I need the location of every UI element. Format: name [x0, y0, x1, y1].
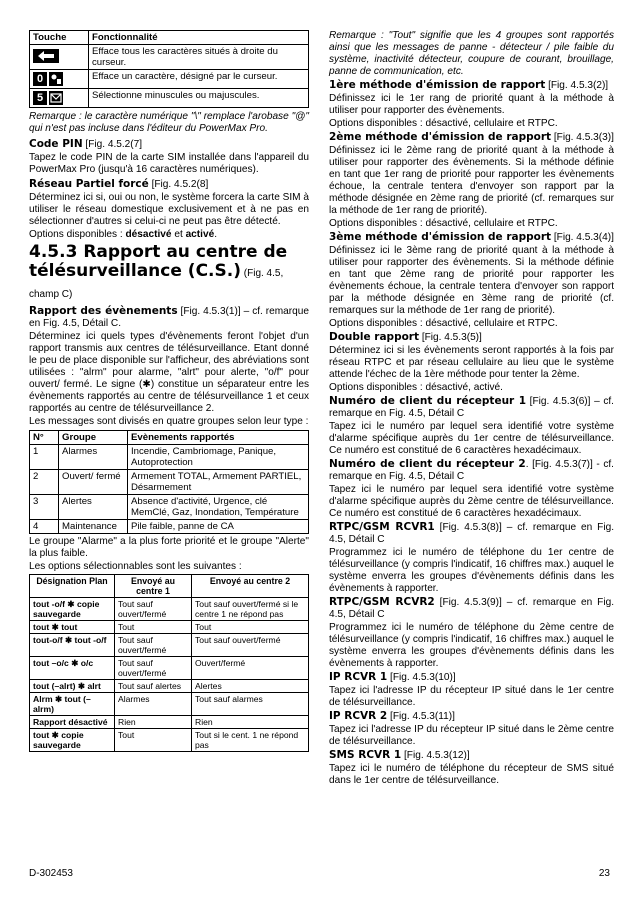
table-row: 1 Alarmes Incendie, Cambriomage, Panique, Autoprotection [30, 445, 309, 470]
options-header-plan: Désignation Plan [30, 575, 115, 598]
method1-text: Définissez ici le 1er rang de priorité quant à la méthode à utiliser pour rapporter des évènements. [329, 93, 614, 116]
right-column [329, 30, 614, 788]
num2-text: Tapez ici le numéro par lequel sera identifié votre système d'alarme spécifique auprès du 2ème centre de télésurveillance. Ce numéro est constitué de 6 caractères hexadécimaux. [329, 484, 614, 519]
reseau-options: Options disponibles : désactivé et activé. [29, 229, 217, 240]
num1-text: Tapez ici le numéro par lequel sera identifié votre système d'alarme spécifique auprès du 1er centre de télésurveillance. Ce numéro est constitué de 6 caractères hexadécimaux. [329, 421, 614, 456]
method1-options: Options disponibles : désactivé, cellulaire et RTPC. [329, 118, 558, 129]
table-row: tout -o/f ✱ copie sauvegarde Tout sauf ouvert/fermé Tout sauf ouvert/fermé si le centre 1 ne répond pas [30, 598, 309, 621]
rapport-heading: Rapport des évènements [Fig. 4.5.3(1)] – cf. remarque en Fig. 4.5, Détail C. [29, 305, 309, 329]
table-row: tout ✱ copie sauvegarde Tout Tout si le cent. 1 ne répond pas [30, 729, 309, 752]
clear-key-icon [33, 49, 59, 63]
table-row [30, 45, 309, 70]
double-heading: Double rapport [Fig. 4.5.3(5)] [329, 331, 482, 343]
key-row-description: Efface tous les caractères situés à droite du curseur. [89, 45, 309, 70]
sms1-heading: SMS RCVR 1 [Fig. 4.5.3(12)] [329, 749, 470, 761]
case-key-icon: 5 [33, 91, 63, 105]
remark-arobase: Remarque : le caractère numérique "\" remplace l'arobase "@" qui n'est pas incluse dans l'éditeur du PowerMax Pro. [29, 111, 309, 134]
table-row: 3 Alertes Absence d'activité, Urgence, clé MemClé, Gaz, Inondation, Température [30, 495, 309, 520]
rtpc1-heading: RTPC/GSM RCVR1 [Fig. 4.5.3(8)] – cf. remarque en Fig. 4.5, Détail C [329, 521, 614, 545]
groups-header-group: Groupe [59, 431, 128, 445]
method2-text: Définissez ici le 2ème rang de priorité quant à la méthode à utiliser pour rapporter des évènements. Si la méthode définie en tant que 1er rang de priorité pour rapporter les évènements échoue, la centrale tentera d'envoyer son rapport par la méthode désignée en 2ème rang de priorité (cf. remarques sur la méthode de 1er rang de priorité). [329, 145, 614, 216]
method3-heading: 3ème méthode d'émission de rapport [Fig. 4.5.3(4)] [329, 231, 614, 243]
remark-tout: Remarque : "Tout" signifie que les 4 groupes sont rapportés ainsi que les messages de panne - détecteur / pile faible du système, inactivité détecteur, coupure de courant, brouillage, panne de communication, etc. [329, 30, 614, 77]
options-table [29, 574, 309, 752]
options-header-center2: Envoyé au centre 2 [192, 575, 309, 598]
groups-note: Le groupe "Alarme" a la plus forte priorité et le groupe "Alerte" la plus faible. [29, 536, 309, 559]
page-number: 23 [598, 868, 610, 879]
rtpc1-text: Programmez ici le numéro de téléphone du 1er centre de télésurveillance (y compris l'indicatif, 16 chiffres max.) auquel le système enverra les groupes d'évènements définis dans les évènements à rapporter. [329, 547, 614, 594]
table-row: tout-o/f ✱ tout -o/f Tout sauf ouvert/fermé Tout sauf ouvert/fermé [30, 634, 309, 657]
double-options: Options disponibles : désactivé, activé. [329, 382, 503, 393]
document-id: D-302453 [29, 868, 73, 879]
sms1-text: Tapez ici le numéro de téléphone du récepteur de SMS situé dans le 1er centre de télésurveillance. [329, 763, 614, 786]
code-pin-text: Tapez le code PIN de la carte SIM installée dans l'appareil du PowerMax Pro (jusqu'à 16 caractères numériques). [29, 152, 309, 175]
options-header-center1: Envoyé au centre 1 [115, 575, 192, 598]
table-row [30, 70, 309, 89]
double-text: Déterminez ici si les évènements seront rapportés à la fois par réseau RTPC et par réseau cellulaire au lieu que le système attende l'échec de la 1ère méthode pour tenter la 2ème. [329, 345, 614, 380]
table-row: 4 Maintenance Pile faible, panne de CA [30, 520, 309, 534]
table-row: Alrm ✱ tout (–alrm) Alarmes Tout sauf alarmes [30, 693, 309, 716]
rtpc2-text: Programmez ici le numéro de téléphone du 2ème centre de télésurveillance (y compris l'indicatif, 16 chiffres max.) auquel le système enverra les groupes d'évènements définis dans les évènements à rapporter. [329, 622, 614, 669]
table-row [30, 89, 309, 108]
code-pin-heading: Code PIN [Fig. 4.5.2(7] [29, 138, 143, 150]
method1-heading: 1ère méthode d'émission de rapport [Fig. 4.5.3(2)] [329, 79, 609, 91]
method2-options: Options disponibles : désactivé, cellulaire et RTPC. [329, 218, 558, 229]
key-table-header-function: Fonctionnalité [89, 31, 309, 45]
ip1-heading: IP RCVR 1 [Fig. 4.5.3(10)] [329, 671, 456, 683]
ip2-text: Tapez ici l'adresse IP du récepteur IP situé dans le 2ème centre de télésurveillance. [329, 724, 614, 747]
key-function-table [29, 30, 309, 108]
reseau-text: Déterminez ici si, oui ou non, le système forcera la carte SIM à utiliser le réseau domestique exclusivement et à ne pas en sélectionner d'autres si celui-ci ne peut pas être détecté. [29, 192, 309, 227]
table-row: tout ✱ tout Tout Tout [30, 621, 309, 634]
key-row-description: Sélectionne minuscules ou majuscules. [89, 89, 309, 108]
table-row: tout (–alrt) ✱ alrt Tout sauf alertes Alertes [30, 680, 309, 693]
num2-heading: Numéro de client du récepteur 2. [Fig. 4.5.3(7)] - cf. remarque en Fig. 4.5, Détail C [329, 458, 614, 482]
groups-table [29, 430, 309, 534]
options-intro: Les options sélectionnables sont les suivantes : [29, 561, 242, 572]
table-row: Rapport désactivé Rien Rien [30, 716, 309, 729]
rtpc2-heading: RTPC/GSM RCVR2 [Fig. 4.5.3(9)] – cf. remarque en Fig. 4.5, Détail C [329, 596, 614, 620]
key-row-description: Efface un caractère, désigné par le curseur. [89, 70, 309, 89]
ip2-heading: IP RCVR 2 [Fig. 4.5.3(11)] [329, 710, 455, 722]
table-row: 2 Ouvert/ fermé Armement TOTAL, Armement PARTIEL, Désarmement [30, 470, 309, 495]
left-column [29, 30, 309, 752]
groups-header-events: Evènements rapportés [128, 431, 309, 445]
method3-text: Définissez ici le 3ème rang de priorité quant à la méthode à utiliser pour rapporter des évènements. Si la méthode définie en tant que 2ème rang de priorité pour rapporter les évènements échoue, la centrale tentera d'envoyer son rapport par la méthode désignée en 3ème rang de priorité (cf. remarques sur la méthode de 1er rang de priorité). [329, 245, 614, 316]
section-heading: 4.5.3 Rapport au centre de télésurveillance (C.S.) (Fig. 4.5, champ C) [29, 242, 288, 300]
ip1-text: Tapez ici l'adresse IP du récepteur IP situé dans le 1er centre de télésurveillance. [329, 685, 614, 708]
reseau-heading: Réseau Partiel forcé [Fig. 4.5.2(8] [29, 178, 209, 190]
groups-intro: Les messages sont divisés en quatre groupes selon leur type : [29, 416, 309, 427]
num1-heading: Numéro de client du récepteur 1 [Fig. 4.5.3(6)] – cf. remarque en Fig. 4.5, Détail C [329, 395, 614, 419]
rapport-text: Déterminez ici quels types d'évènements feront l'objet d'un rapport transmis aux centres de télésurveillance. Etant donné le peu de place disponible sur l'afficheur, des abréviations sont utilisées : "alrm" pour alarme, "alrt" pour alerte, "o/f" pour ouvert/ fermé. Le signe (✱) constitue un séparateur entre les évènements rapportés au centre de télésurveillance 1 et ceux rapportés au centre de télésurveillance 2. [29, 331, 309, 414]
method3-options: Options disponibles : désactivé, cellulaire et RTPC. [329, 318, 558, 329]
method2-heading: 2ème méthode d'émission de rapport [Fig. 4.5.3(3)] [329, 131, 614, 143]
delete-char-key-icon: 0 [33, 72, 63, 86]
table-row: tout –o/c ✱ o/c Tout sauf ouvert/fermé Ouvert/fermé [30, 657, 309, 680]
key-table-header-key: Touche [30, 31, 89, 45]
groups-header-num: N° [30, 431, 59, 445]
